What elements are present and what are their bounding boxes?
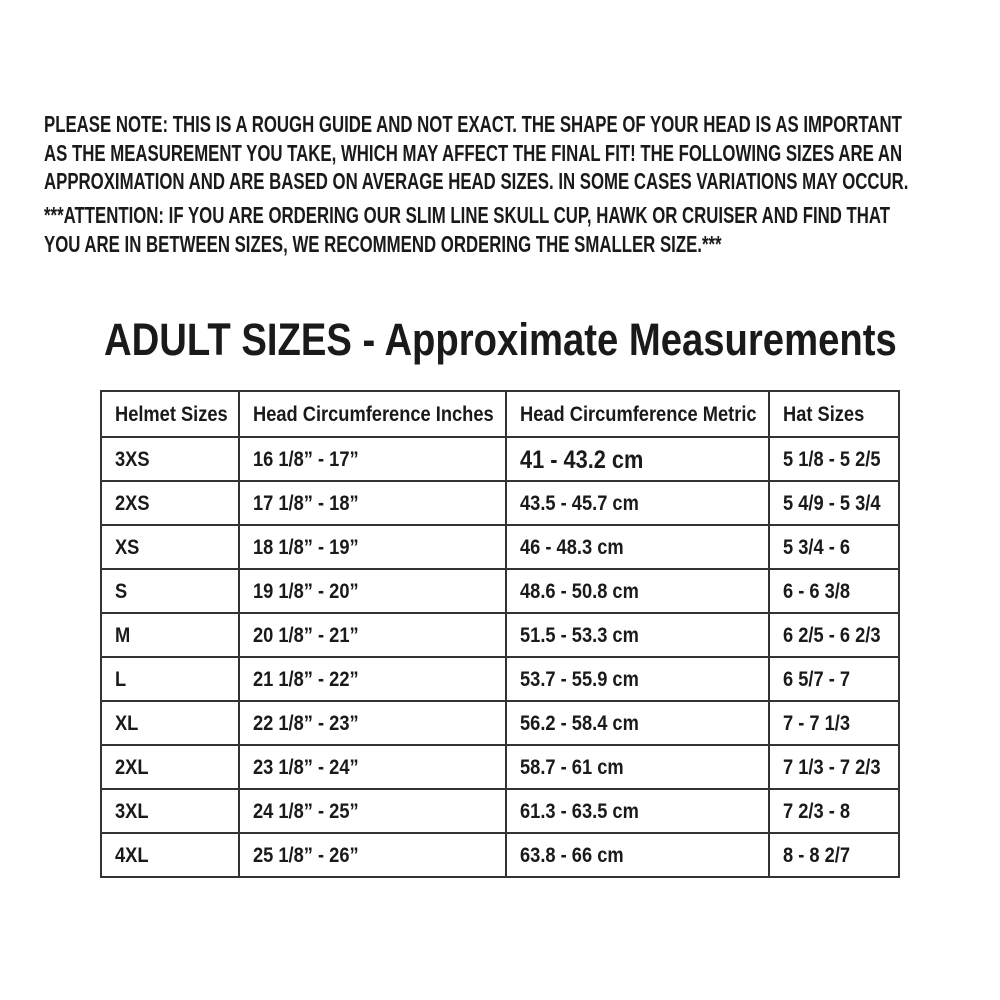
table-header-row (101, 391, 899, 437)
cell-inches (239, 569, 506, 613)
cell-text: 16 1/8” - 17” (253, 448, 359, 471)
cell-helmet-size (101, 613, 239, 657)
cell-text: 6 - 6 3/8 (783, 580, 851, 603)
cell-text: XS (115, 536, 140, 559)
cell-metric (506, 657, 769, 701)
cell-text: 2XL (115, 756, 149, 779)
cell-inches (239, 789, 506, 833)
cell-text: 2XS (115, 492, 150, 515)
cell-helmet-size (101, 525, 239, 569)
cell-text: 4XL (115, 844, 149, 867)
cell-text: 24 1/8” - 25” (253, 800, 359, 823)
cell-hat-size (769, 437, 899, 481)
cell-text: 43.5 - 45.7 cm (520, 492, 639, 515)
cell-metric (506, 437, 769, 481)
table-body (101, 437, 899, 877)
column-header (101, 391, 239, 437)
page-title-text: ADULT SIZES - Approximate Measurements (103, 314, 897, 365)
cell-text: 46 - 48.3 cm (520, 536, 624, 559)
cell-text: 20 1/8” - 21” (253, 624, 359, 647)
cell-inches (239, 525, 506, 569)
notice-line: APPROXIMATION AND ARE BASED ON AVERAGE HEAD SIZES. IN SOME CASES VARIATIONS MAY OCCUR. (44, 168, 909, 194)
cell-text: 18 1/8” - 19” (253, 536, 359, 559)
cell-text: 5 3/4 - 6 (783, 536, 851, 559)
cell-inches (239, 657, 506, 701)
cell-inches (239, 745, 506, 789)
cell-text: 53.7 - 55.9 cm (520, 668, 639, 691)
cell-helmet-size (101, 569, 239, 613)
cell-hat-size (769, 481, 899, 525)
table-row (101, 481, 899, 525)
table-row (101, 789, 899, 833)
cell-hat-size (769, 613, 899, 657)
cell-text: L (115, 668, 127, 691)
cell-metric (506, 745, 769, 789)
cell-text: 6 5/7 - 7 (783, 668, 851, 691)
attention-line: ***ATTENTION: IF YOU ARE ORDERING OUR SLIM LINE SKULL CUP, HAWK OR CRUISER AND FIND THAT (44, 202, 891, 228)
cell-text: 56.2 - 58.4 cm (520, 712, 639, 735)
table-row (101, 613, 899, 657)
cell-hat-size (769, 701, 899, 745)
cell-text: 17 1/8” - 18” (253, 492, 359, 515)
table-row (101, 437, 899, 481)
cell-metric (506, 701, 769, 745)
cell-helmet-size (101, 745, 239, 789)
cell-text: 7 2/3 - 8 (783, 800, 851, 823)
cell-metric (506, 569, 769, 613)
page-title (0, 314, 1000, 366)
column-header-text: Head Circumference Metric (520, 403, 757, 426)
notice-line: AS THE MEASUREMENT YOU TAKE, WHICH MAY AFFECT THE FINAL FIT! THE FOLLOWING SIZES ARE AN (44, 139, 903, 166)
column-header (239, 391, 506, 437)
cell-helmet-size (101, 833, 239, 877)
adult-sizes-table (100, 390, 900, 878)
cell-text: 63.8 - 66 cm (520, 844, 624, 867)
cell-text: 51.5 - 53.3 cm (520, 624, 639, 647)
cell-text: 58.7 - 61 cm (520, 756, 624, 779)
please-note-paragraph (44, 110, 974, 196)
cell-hat-size (769, 789, 899, 833)
cell-text: 7 - 7 1/3 (783, 712, 851, 735)
cell-text: 23 1/8” - 24” (253, 756, 359, 779)
cell-metric (506, 789, 769, 833)
attention-line: YOU ARE IN BETWEEN SIZES, WE RECOMMEND ORDERING THE SMALLER SIZE.*** (44, 230, 722, 257)
table-row (101, 833, 899, 877)
cell-text: 41 - 43.2 cm (520, 445, 644, 474)
cell-text: 7 1/3 - 7 2/3 (783, 756, 881, 779)
cell-inches (239, 481, 506, 525)
cell-helmet-size (101, 657, 239, 701)
cell-metric (506, 481, 769, 525)
cell-hat-size (769, 657, 899, 701)
cell-text: XL (115, 712, 139, 735)
cell-text: S (115, 580, 128, 603)
cell-hat-size (769, 525, 899, 569)
cell-text: 61.3 - 63.5 cm (520, 800, 639, 823)
cell-text: 19 1/8” - 20” (253, 580, 359, 603)
column-header-text: Helmet Sizes (115, 403, 228, 426)
cell-metric (506, 525, 769, 569)
cell-inches (239, 437, 506, 481)
cell-text: 25 1/8” - 26” (253, 844, 359, 867)
cell-hat-size (769, 833, 899, 877)
cell-text: 5 1/8 - 5 2/5 (783, 448, 881, 471)
cell-text: 3XS (115, 448, 150, 471)
table-row (101, 745, 899, 789)
cell-text: M (115, 624, 131, 647)
cell-text: 48.6 - 50.8 cm (520, 580, 639, 603)
table-row (101, 525, 899, 569)
cell-hat-size (769, 745, 899, 789)
table-head (101, 391, 899, 437)
cell-inches (239, 833, 506, 877)
table-row (101, 657, 899, 701)
column-header-text: Head Circumference Inches (253, 403, 494, 426)
cell-text: 6 2/5 - 6 2/3 (783, 624, 881, 647)
column-header (769, 391, 899, 437)
cell-hat-size (769, 569, 899, 613)
cell-text: 22 1/8” - 23” (253, 712, 359, 735)
cell-helmet-size (101, 437, 239, 481)
column-header (506, 391, 769, 437)
cell-metric (506, 833, 769, 877)
cell-helmet-size (101, 789, 239, 833)
table-row (101, 569, 899, 613)
notice-line: PLEASE NOTE: THIS IS A ROUGH GUIDE AND NOT EXACT. THE SHAPE OF YOUR HEAD IS AS IMPORTANT (44, 111, 902, 137)
cell-text: 3XL (115, 800, 149, 823)
table-row (101, 701, 899, 745)
cell-inches (239, 701, 506, 745)
cell-metric (506, 613, 769, 657)
column-header-text: Hat Sizes (783, 403, 865, 426)
cell-helmet-size (101, 701, 239, 745)
cell-helmet-size (101, 481, 239, 525)
cell-text: 5 4/9 - 5 3/4 (783, 492, 881, 515)
cell-text: 8 - 8 2/7 (783, 844, 851, 867)
attention-paragraph (44, 201, 974, 258)
cell-text: 21 1/8” - 22” (253, 668, 359, 691)
cell-inches (239, 613, 506, 657)
